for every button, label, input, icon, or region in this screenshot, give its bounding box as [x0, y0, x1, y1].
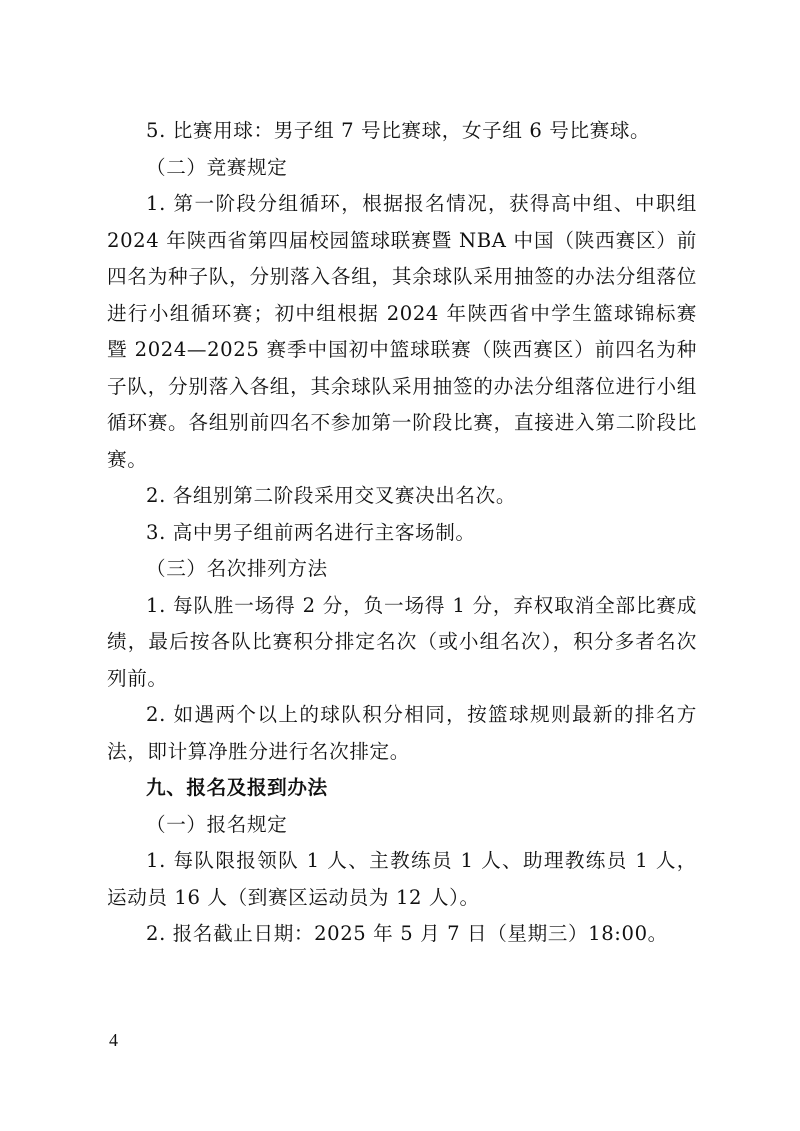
paragraph-points: 1. 每队胜一场得 2 分，负一场得 1 分，弃权取消全部比赛成绩，最后按各队比赛积分排定名次（或小组名次），积分多者名次列前。 — [107, 593, 697, 690]
subheading-registration-rules: （一）报名规定 — [146, 812, 288, 836]
paragraph-stage-one: 1. 第一阶段分组循环，根据报名情况，获得高中组、中职组 2024 年陕西省第四届校园篮球联赛暨 NBA 中国（陕西赛区）前四名为种子队，分别落入各组，其余球队采用抽签的办法分组落位进行小组循环赛；初中组根据 2024 年陕西省中学生篮球锦标赛暨 2024—2025 赛季中国初中篮球联赛（陕西赛区）前四名为种子队，分别落入各组，其余球队采用抽签的办法分组落位进行小组循环赛。各组别前四名不参加第一阶段比赛，直接进入第二阶段比赛。 — [107, 192, 697, 471]
paragraph-match-ball: 5. 比赛用球：男子组 7 号比赛球，女子组 6 号比赛球。 — [146, 119, 651, 142]
document-body — [107, 113, 697, 953]
section-heading-registration: 九、报名及报到办法 — [146, 776, 328, 799]
paragraph-tiebreak: 2. 如遇两个以上的球队积分相同，按篮球规则最新的排名方法，即计算净胜分进行名次排定。 — [107, 703, 697, 763]
subheading-competition-rules: （二）竞赛规定 — [146, 155, 288, 179]
subheading-ranking-method: （三）名次排列方法 — [146, 557, 328, 580]
page-number: 4 — [109, 1030, 118, 1050]
paragraph-team-quota: 1. 每队限报领队 1 人、主教练员 1 人、助理教练员 1 人，运动员 16 人（到赛区运动员为 12 人）。 — [107, 849, 697, 909]
paragraph-deadline: 2. 报名截止日期：2025 年 5 月 7 日（星期三）18:00。 — [146, 922, 668, 945]
paragraph-stage-two: 2. 各组别第二阶段采用交叉赛决出名次。 — [146, 484, 517, 507]
paragraph-home-away: 3. 高中男子组前两名进行主客场制。 — [146, 520, 476, 544]
